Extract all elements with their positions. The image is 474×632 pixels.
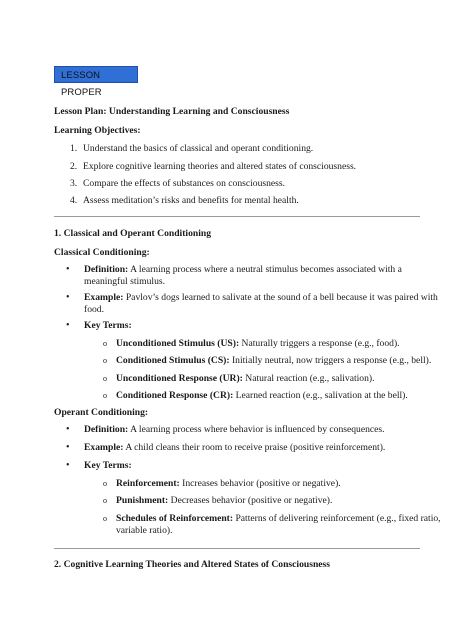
circle-bullet-icon: o xyxy=(103,374,107,383)
bullet-icon: • xyxy=(66,460,70,471)
lesson-title: Lesson Plan: Understanding Learning and Consciousness xyxy=(54,106,290,117)
circle-bullet-icon: o xyxy=(103,514,107,523)
operant-heading: Operant Conditioning: xyxy=(54,407,149,418)
lesson-proper-banner: LESSON PROPER xyxy=(54,66,138,83)
operant-key-terms-label: Key Terms: xyxy=(84,460,132,471)
section2-heading: 2. Cognitive Learning Theories and Altered States of Consciousness xyxy=(54,559,331,570)
classical-example: Example: Pavlov’s dogs learned to salivate at the sound of a bell because it was paired with xyxy=(84,292,438,303)
objectives-heading: Learning Objectives: xyxy=(54,125,141,136)
objective-text: Explore cognitive learning theories and altered states of consciousness. xyxy=(83,161,357,172)
classical-definition-cont: meaningful stimulus. xyxy=(84,276,166,287)
classical-key-terms-label: Key Terms: xyxy=(84,320,132,331)
circle-bullet-icon: o xyxy=(103,479,107,488)
circle-bullet-icon: o xyxy=(103,496,107,505)
section-divider xyxy=(54,548,420,549)
key-term: Conditioned Stimulus (CS): Initially neutral, now triggers a response (e.g., bell). xyxy=(116,355,432,366)
objective-text: Compare the effects of substances on consciousness. xyxy=(83,178,286,189)
circle-bullet-icon: o xyxy=(103,356,107,365)
objective-number: 2. xyxy=(70,161,78,172)
objective-text: Understand the basics of classical and operant conditioning. xyxy=(83,143,314,154)
objective-number: 3. xyxy=(70,178,78,189)
classical-example-cont: food. xyxy=(84,304,104,315)
operant-definition: Definition: A learning process where behavior is influenced by consequences. xyxy=(84,424,385,435)
bullet-icon: • xyxy=(66,442,70,453)
classical-heading: Classical Conditioning: xyxy=(54,247,150,258)
operant-example: Example: A child cleans their room to receive praise (positive reinforcement). xyxy=(84,442,386,453)
bullet-icon: • xyxy=(66,424,70,435)
objective-number: 1. xyxy=(70,143,78,154)
key-term: Reinforcement: Increases behavior (positive or negative). xyxy=(116,478,341,489)
key-term: Unconditioned Stimulus (US): Naturally triggers a response (e.g., food). xyxy=(116,338,400,349)
circle-bullet-icon: o xyxy=(103,339,107,348)
section-divider xyxy=(54,216,420,217)
classical-definition: Definition: A learning process where a neutral stimulus becomes associated with a xyxy=(84,264,402,275)
key-term: Schedules of Reinforcement: Patterns of delivering reinforcement (e.g., fixed ratio, xyxy=(116,513,441,524)
section1-heading: 1. Classical and Operant Conditioning xyxy=(54,228,211,239)
key-term: Conditioned Response (CR): Learned reaction (e.g., salivation at the bell). xyxy=(116,390,408,401)
circle-bullet-icon: o xyxy=(103,391,107,400)
bullet-icon: • xyxy=(66,264,70,275)
bullet-icon: • xyxy=(66,292,70,303)
bullet-icon: • xyxy=(66,320,70,331)
objective-number: 4. xyxy=(70,195,78,206)
key-term: Punishment: Decreases behavior (positive or negative). xyxy=(116,495,333,506)
key-term-cont: variable ratio). xyxy=(116,525,173,536)
key-term: Unconditioned Response (UR): Natural reaction (e.g., salivation). xyxy=(116,373,375,384)
objective-text: Assess meditation’s risks and benefits for mental health. xyxy=(83,195,299,206)
